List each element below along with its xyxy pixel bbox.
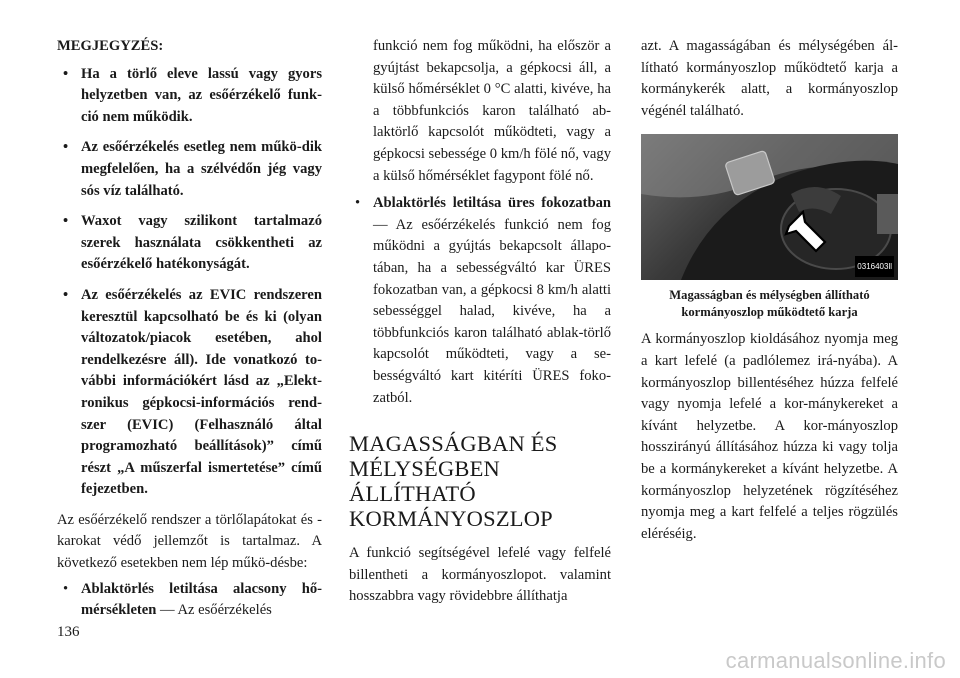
item-continuation-low-temperature: funkció nem fog működni, ha először a gyújtást bekapcsolja, a gépkocsi áll, a külső hőmérséklet 0 °C alatti, kivéve, ha a többfunkciós karon található ab-laktörlő kapcsolót működteti, vagy a gépkocsi sebessége 0 km/h fölé nő, vagy a külső hőmérséklet fagypont fölé nő. [373, 38, 611, 184]
rain-sensor-protection-paragraph: Az esőérzékelő rendszer a törlőlapátokat és -karokat védő jellemzőt is tartalmaz. A következő esetekben nem lép műkö-désbe: [57, 511, 322, 572]
item-title-low-temperature: Ablaktörlés letiltása alacsony hő-mérsékleten [81, 580, 322, 619]
bullet-glyph: • [355, 195, 361, 212]
figure-code: 0316403ll [855, 256, 894, 278]
item-title-neutral: Ablaktörlés letiltása üres fokozatban [373, 195, 611, 212]
heading-line-1: MAGASSÁGBAN ÉS [349, 431, 558, 457]
note-bullet-list [57, 64, 322, 501]
note-title: MEGJEGYZÉS: [57, 38, 164, 54]
steering-column-continuation-paragraph: azt. A magasságában és mélységében ál-lítható kormányoszlop működtető karja a kormánykerék alatt, a kormányoszlop végénél található. [641, 38, 898, 119]
heading-line-4: KORMÁNYOSZLOP [349, 506, 553, 532]
list-item-low-temperature [57, 579, 322, 622]
column-left [57, 36, 322, 622]
steering-column-intro-paragraph: A funkció segítségével lefelé vagy felfelé billentheti a kormányoszlopot. valamint hosszabbra vagy rövidebbre állíthatja [349, 545, 611, 605]
column-right [641, 36, 898, 545]
list-item-neutral [349, 193, 611, 409]
section-heading [349, 431, 611, 531]
watermark: carmanualsonline.info [725, 648, 946, 673]
steering-column-lever-photo [641, 134, 898, 280]
heading-line-3: ÁLLÍTHATÓ [349, 481, 476, 507]
steering-column-adjust-paragraph: A kormányoszlop kioldásához nyomja meg a kart lefelé (a padlólemez irá-nyába). A kormányoszlop billentéséhez húzza felfelé vagy nyomja lefelé a kor-mánykereket a kívánt helyzetbe. A kor-mányoszlop hosszirányú állításához húzza ki vagy tolja be a kormánykereket a kívánt helyzetbe. A kormányoszlop helyzetének rögzítéséhez nyomja meg a kart felfelé a teljes rögzülés eléréséig. [641, 331, 898, 542]
item-text-low-temperature: — Az esőérzékelés [156, 602, 272, 619]
note-bullet-4: • Az esőérzékelés az EVIC rendszeren keresztül kapcsolható be és ki (olyan változatok/piacok esetében, ahol rendelkezésre áll). Ide vonatkozó to-vábbi információkért lásd az „Elekt-ronikus gépkocsi-információs rend-szer (EVIC) (Felhasználó által programozható beállítások)” című részt „A műszerfal ismertetése” című fejezetben. [57, 285, 322, 501]
note-bullet-3: • Waxot vagy szilikont tartalmazó szerek használata csökkentheti az esőérzékelő hatékonyságát. [57, 211, 322, 276]
item-text-neutral: — Az esőérzékelés funkció nem fog működni a gyújtás bekapcsolt állapo-tában, ha a sebességváltó kar ÜRES fokozatban van, a gépkocsi 8 km/h alatti sebességgel halad, kivéve, ha a többfunkciós karon található ablak-törlő kapcsolót működteti, vagy a se-bességváltó kart kitéríti ÜRES foko-zatból. [373, 216, 611, 406]
note-bullet-1: • Ha a törlő eleve lassú vagy gyors helyzetben van, az esőérzékelő funk-ció nem működik. [57, 64, 322, 129]
note-bullet-2: • Az esőérzékelés esetleg nem műkö-dik megfelelően, ha a szélvédőn jég vagy sós víz található. [57, 137, 322, 202]
bullet-glyph: • [63, 580, 69, 597]
heading-line-2: MÉLYSÉGBEN [349, 456, 500, 482]
caption-line-1: Magasságban és mélységben állítható [669, 288, 870, 303]
figure-caption [641, 287, 898, 321]
column-middle [349, 36, 611, 608]
page-number: 136 [57, 624, 80, 640]
caption-line-2: kormányoszlop működtető karja [681, 305, 858, 320]
